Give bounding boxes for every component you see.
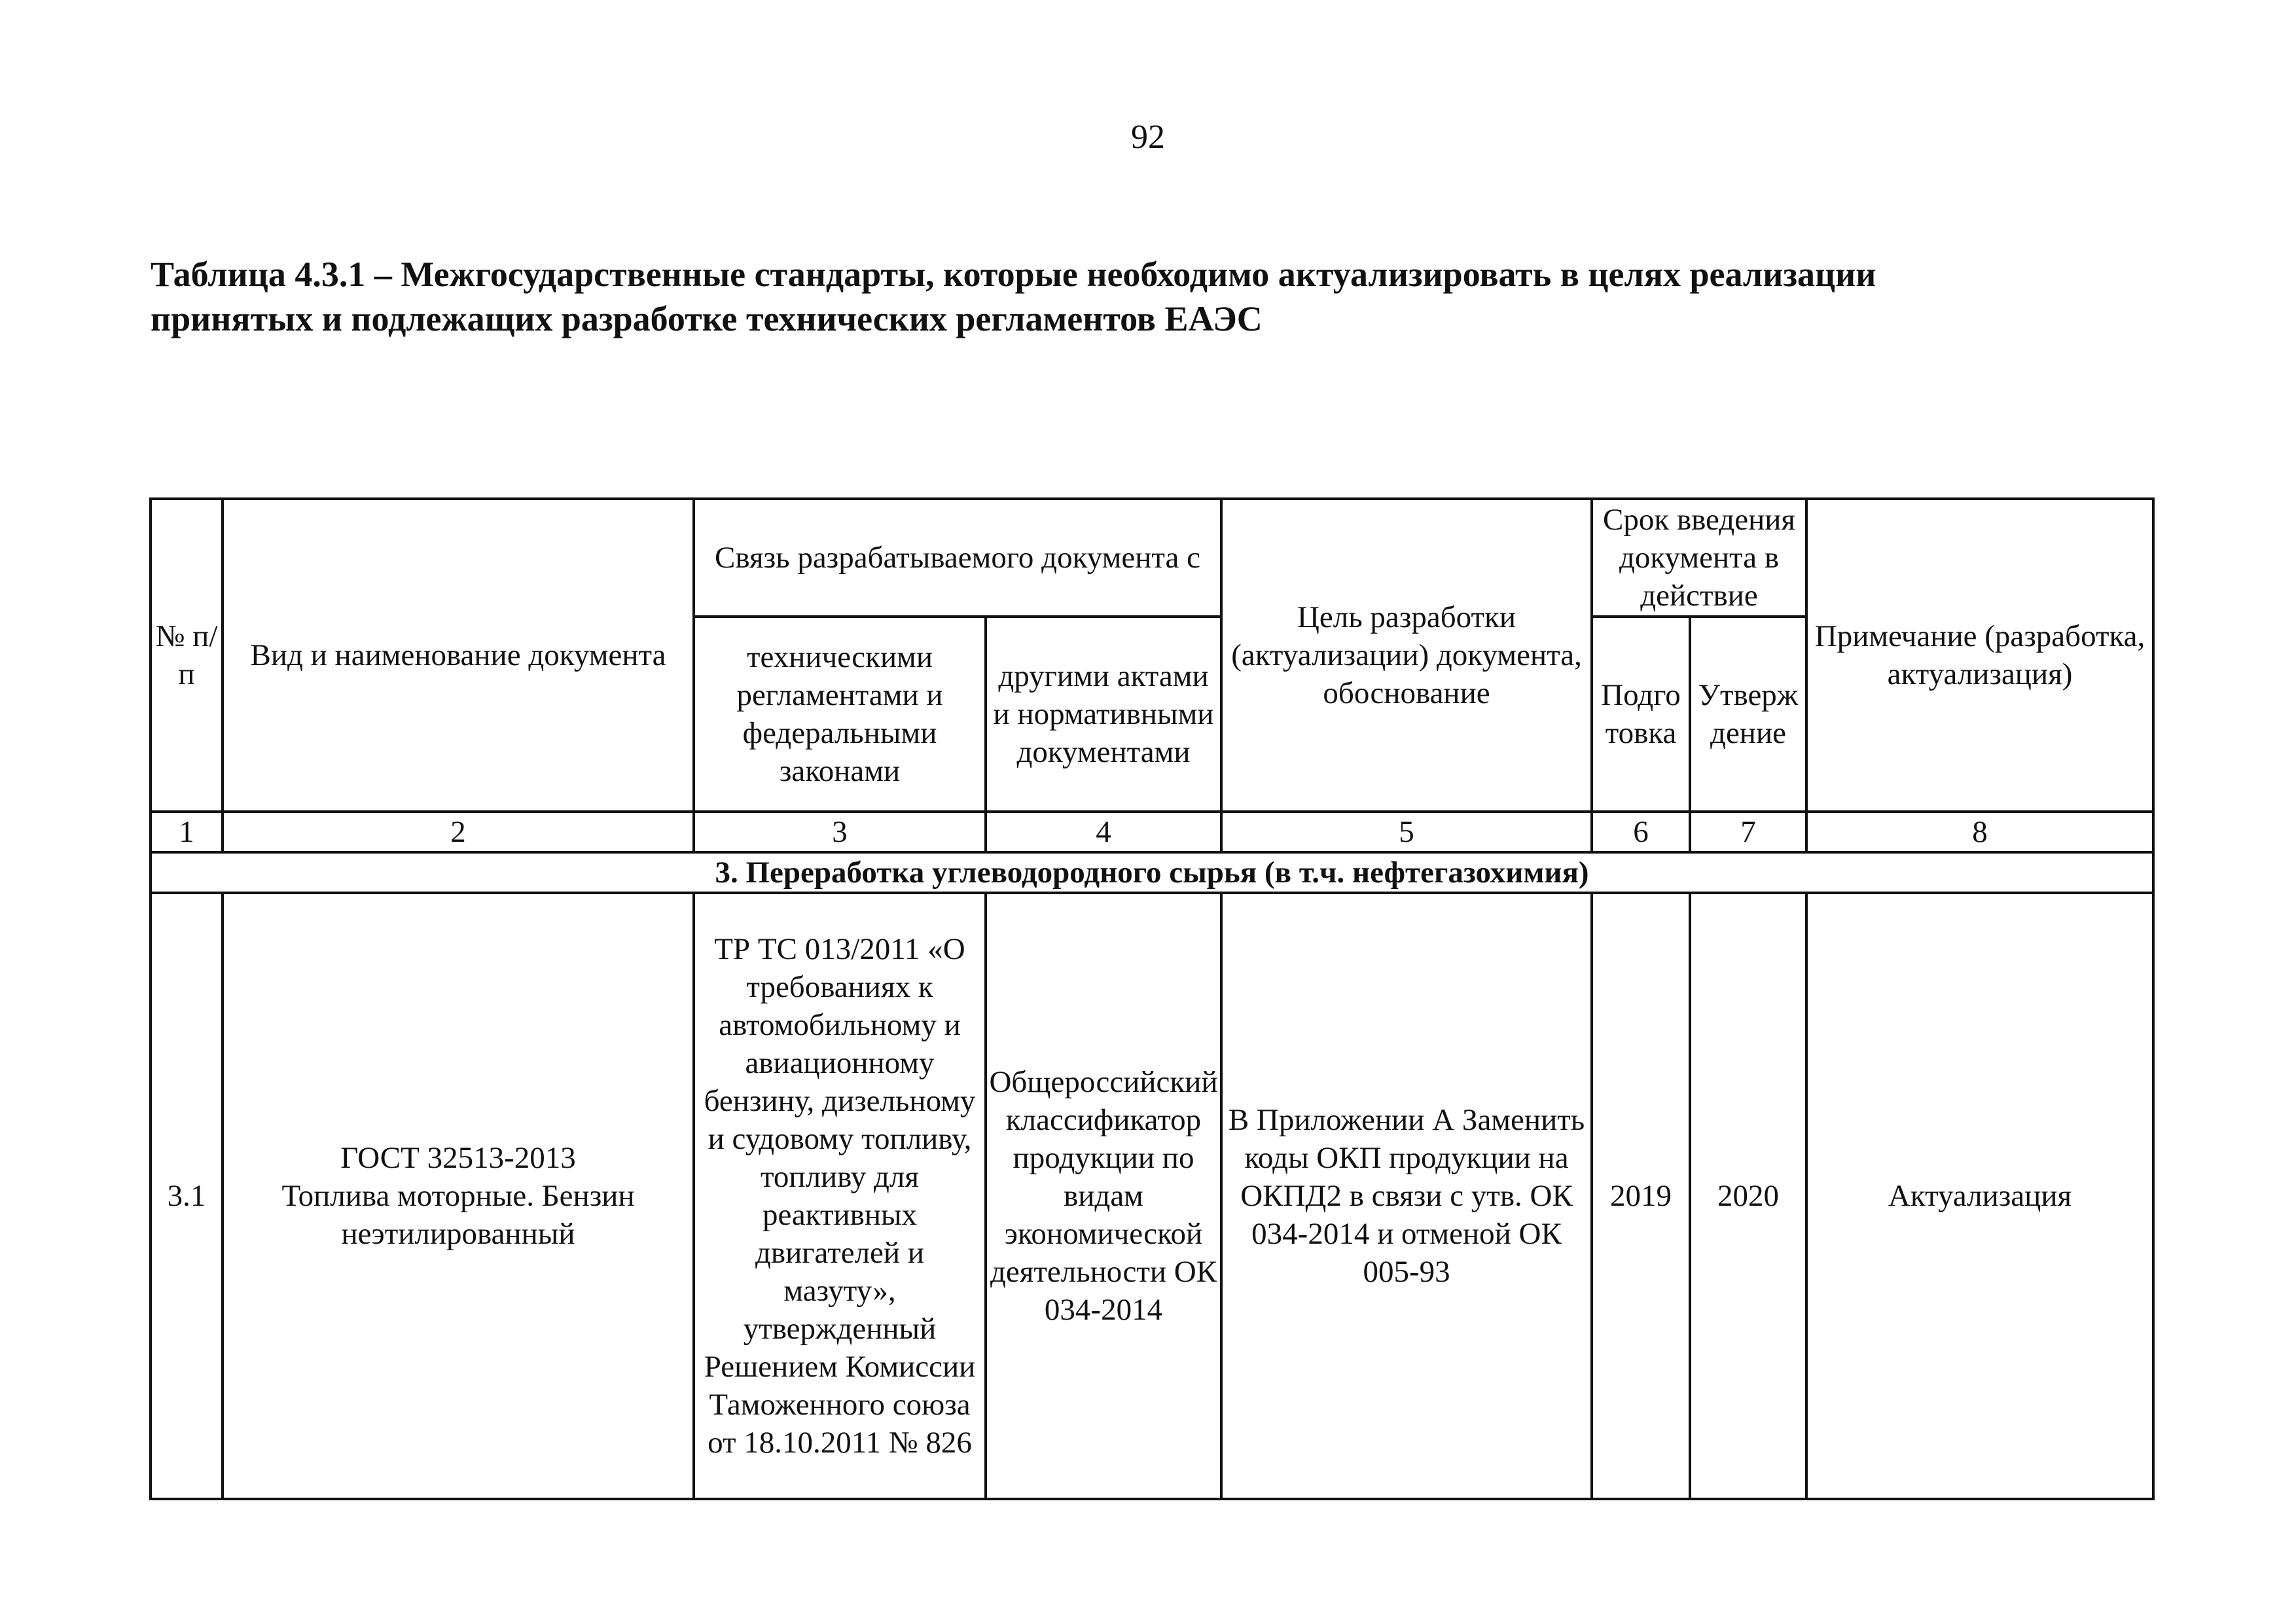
table-row bbox=[151, 893, 2153, 1499]
column-number: 1 bbox=[151, 812, 223, 852]
column-number: 3 bbox=[694, 812, 986, 852]
row-link-other: Общероссийский классификатор продукции по видам экономической деятельности ОК 034-2014 bbox=[986, 893, 1221, 1499]
page-number: 92 bbox=[1131, 118, 1165, 156]
header-term-group: Срок введения документа в действие bbox=[1592, 499, 1806, 617]
column-number: 6 bbox=[1592, 812, 1690, 852]
header-num: № п/п bbox=[151, 499, 223, 812]
row-purpose: В Приложении А Заменить коды ОКП продукции на ОКПД2 в связи с утв. ОК 034-2014 и отменой ОК 005-93 bbox=[1221, 893, 1592, 1499]
standards-table bbox=[149, 497, 2155, 1500]
header-term-prep: Подго товка bbox=[1592, 617, 1690, 812]
table-caption-line-1: Таблица 4.3.1 – Межгосударственные стандарты, которые необходимо актуализировать в целях реализации bbox=[151, 255, 1876, 294]
row-doc bbox=[223, 893, 694, 1499]
row-doc-title: Топлива моторные. Бензин неэтилированный bbox=[281, 1179, 635, 1251]
column-number: 2 bbox=[223, 812, 694, 852]
table-caption bbox=[151, 252, 2179, 341]
header-link-group: Связь разрабатываемого документа с bbox=[694, 499, 1221, 617]
row-link-tech: ТР ТС 013/2011 «О требованиях к автомобильному и авиационному бензину, дизельному и судовому топливу, топливу для реактивных двигателей и мазуту», утвержденный Решением Комиссии Таможенного союза от 18.10.2011 № 826 bbox=[694, 893, 986, 1499]
column-number: 5 bbox=[1221, 812, 1592, 852]
row-doc-code: ГОСТ 32513-2013 bbox=[340, 1141, 576, 1175]
row-term-approve: 2020 bbox=[1690, 893, 1806, 1499]
row-note: Актуализация bbox=[1806, 893, 2153, 1499]
header-doc: Вид и наименование документа bbox=[223, 499, 694, 812]
column-number-row bbox=[151, 812, 2153, 852]
column-number: 4 bbox=[986, 812, 1221, 852]
header-purpose: Цель разработки (актуализации) документа, обоснование bbox=[1221, 499, 1592, 812]
section-title: 3. Переработка углеводородного сырья (в т.ч. нефтегазохимия) bbox=[151, 852, 2153, 893]
column-number: 8 bbox=[1806, 812, 2153, 852]
header-row-top bbox=[151, 499, 2153, 617]
column-number: 7 bbox=[1690, 812, 1806, 852]
header-note: Примечание (разработка, актуализация) bbox=[1806, 499, 2153, 812]
section-row bbox=[151, 852, 2153, 893]
header-link-tech: техническими регламентами и федеральными законами bbox=[694, 617, 986, 812]
row-num: 3.1 bbox=[151, 893, 223, 1499]
header-term-approve: Утверж дение bbox=[1690, 617, 1806, 812]
table-caption-line-2: принятых и подлежащих разработке технических регламентов ЕАЭС bbox=[151, 299, 1263, 338]
header-link-other: другими актами и нормативными документами bbox=[986, 617, 1221, 812]
row-term-prep: 2019 bbox=[1592, 893, 1690, 1499]
